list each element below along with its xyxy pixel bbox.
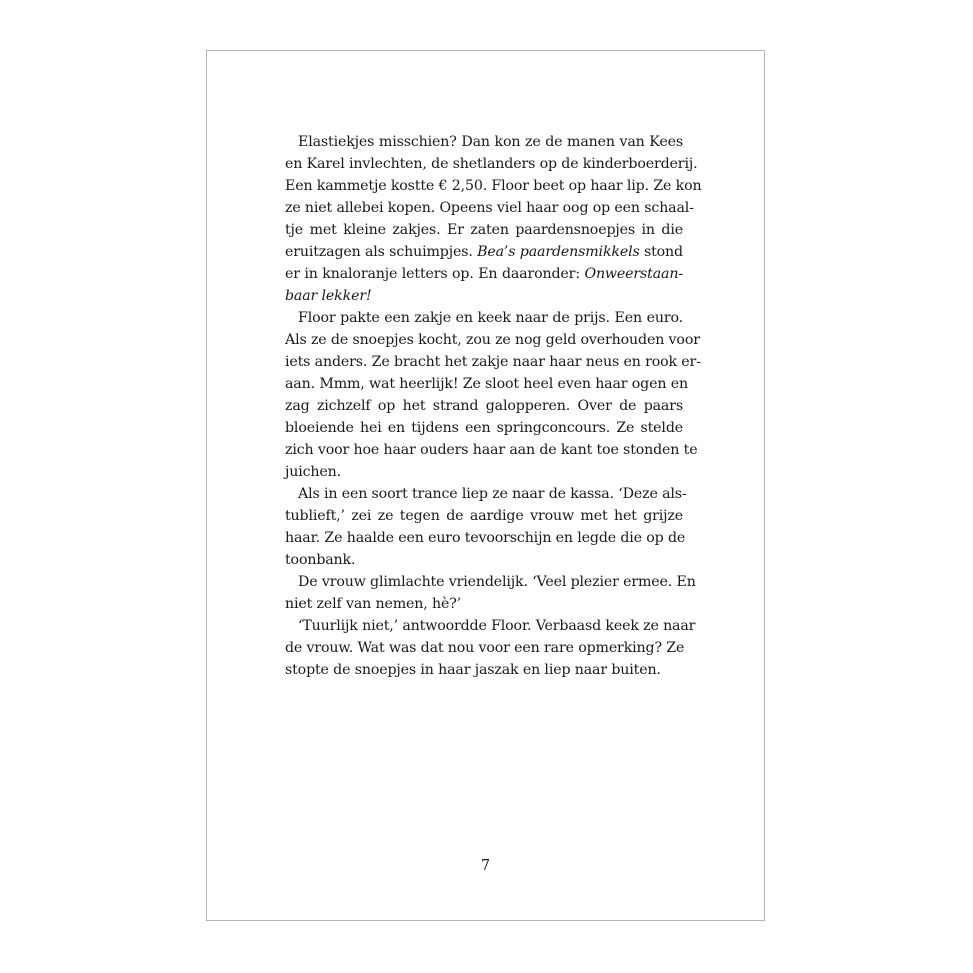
text-line bbox=[285, 593, 683, 615]
text-run: stopte de snoepjes in haar jaszak en liep naar buiten. bbox=[285, 662, 661, 678]
text-line bbox=[285, 615, 696, 637]
text-line bbox=[285, 439, 698, 461]
text-run: niet zelf van nemen, hè?’ bbox=[285, 596, 462, 612]
text-line bbox=[285, 505, 683, 527]
text-line bbox=[285, 197, 694, 219]
text-line bbox=[285, 637, 683, 659]
text-run: aan. Mmm, wat heerlijk! Ze sloot heel even haar ogen en bbox=[285, 376, 688, 392]
text-run: Floor pakte een zakje en keek naar de prijs. Een euro. bbox=[298, 310, 683, 326]
text-line bbox=[285, 659, 683, 681]
text-run: tublieft,’ zei ze tegen de aardige vrouw met het grijze bbox=[285, 508, 683, 524]
text-line bbox=[285, 307, 683, 329]
text-line bbox=[285, 373, 688, 395]
book-page bbox=[206, 50, 765, 921]
body-text bbox=[285, 131, 702, 681]
text-run: ‘Tuurlijk niet,’ antwoordde Floor. Verbaasd keek ze naar bbox=[298, 618, 696, 634]
text-line bbox=[285, 263, 683, 285]
text-run: Elastiekjes misschien? Dan kon ze de manen van Kees bbox=[298, 134, 683, 150]
text-run: Een kammetje kostte € 2,50. Floor beet op haar lip. Ze kon bbox=[285, 178, 702, 194]
italic-text: Bea’s paardensmikkels bbox=[477, 244, 640, 260]
text-line bbox=[285, 285, 683, 307]
paragraph bbox=[285, 571, 696, 615]
text-run: zich voor hoe haar ouders haar aan de kant toe stonden te bbox=[285, 442, 698, 458]
text-line bbox=[285, 395, 683, 417]
text-run: er in knaloranje letters op. En daaronder: bbox=[285, 266, 585, 282]
text-line bbox=[285, 527, 686, 549]
text-run: eruitzagen als schuimpjes. bbox=[285, 244, 478, 260]
text-line bbox=[285, 461, 683, 483]
text-run: de vrouw. Wat was dat nou voor een rare opmerking? Ze bbox=[285, 640, 685, 656]
text-line bbox=[285, 175, 702, 197]
paragraph bbox=[285, 615, 696, 681]
text-line bbox=[285, 131, 683, 153]
text-line bbox=[285, 549, 683, 571]
text-run: en Karel invlechten, de shetlanders op de kinderboerderij. bbox=[285, 156, 698, 172]
italic-text: Onweerstaan- bbox=[584, 266, 683, 282]
italic-text: baar lekker! bbox=[285, 288, 372, 304]
page-number: 7 bbox=[480, 858, 491, 874]
text-line bbox=[285, 219, 683, 241]
text-run: stond bbox=[639, 244, 683, 260]
text-run: haar. Ze haalde een euro tevoorschijn en legde die op de bbox=[285, 530, 686, 546]
text-line bbox=[285, 351, 701, 373]
paragraph bbox=[285, 131, 702, 307]
text-run: zag zichzelf op het strand galopperen. Over de paars bbox=[285, 398, 683, 414]
text-line bbox=[285, 571, 696, 593]
text-line bbox=[285, 417, 683, 439]
paragraph bbox=[285, 483, 687, 571]
text-line bbox=[285, 241, 683, 263]
text-run: Als in een soort trance liep ze naar de kassa. ‘Deze als- bbox=[298, 486, 687, 502]
text-run: ze niet allebei kopen. Opeens viel haar oog op een schaal- bbox=[285, 200, 694, 216]
text-line bbox=[285, 483, 687, 505]
text-run: iets anders. Ze bracht het zakje naar haar neus en rook er- bbox=[285, 354, 701, 370]
text-line bbox=[285, 153, 698, 175]
text-run: tje met kleine zakjes. Er zaten paardensnoepjes in die bbox=[285, 222, 683, 238]
text-run: Als ze de snoepjes kocht, zou ze nog geld overhouden voor bbox=[285, 332, 700, 348]
text-run: juichen. bbox=[285, 464, 342, 480]
text-run: De vrouw glimlachte vriendelijk. ‘Veel plezier ermee. En bbox=[298, 574, 696, 590]
text-line bbox=[285, 329, 700, 351]
text-run: toonbank. bbox=[285, 552, 356, 568]
text-run: bloeiende hei en tijdens een springconcours. Ze stelde bbox=[285, 420, 683, 436]
paragraph bbox=[285, 307, 701, 483]
